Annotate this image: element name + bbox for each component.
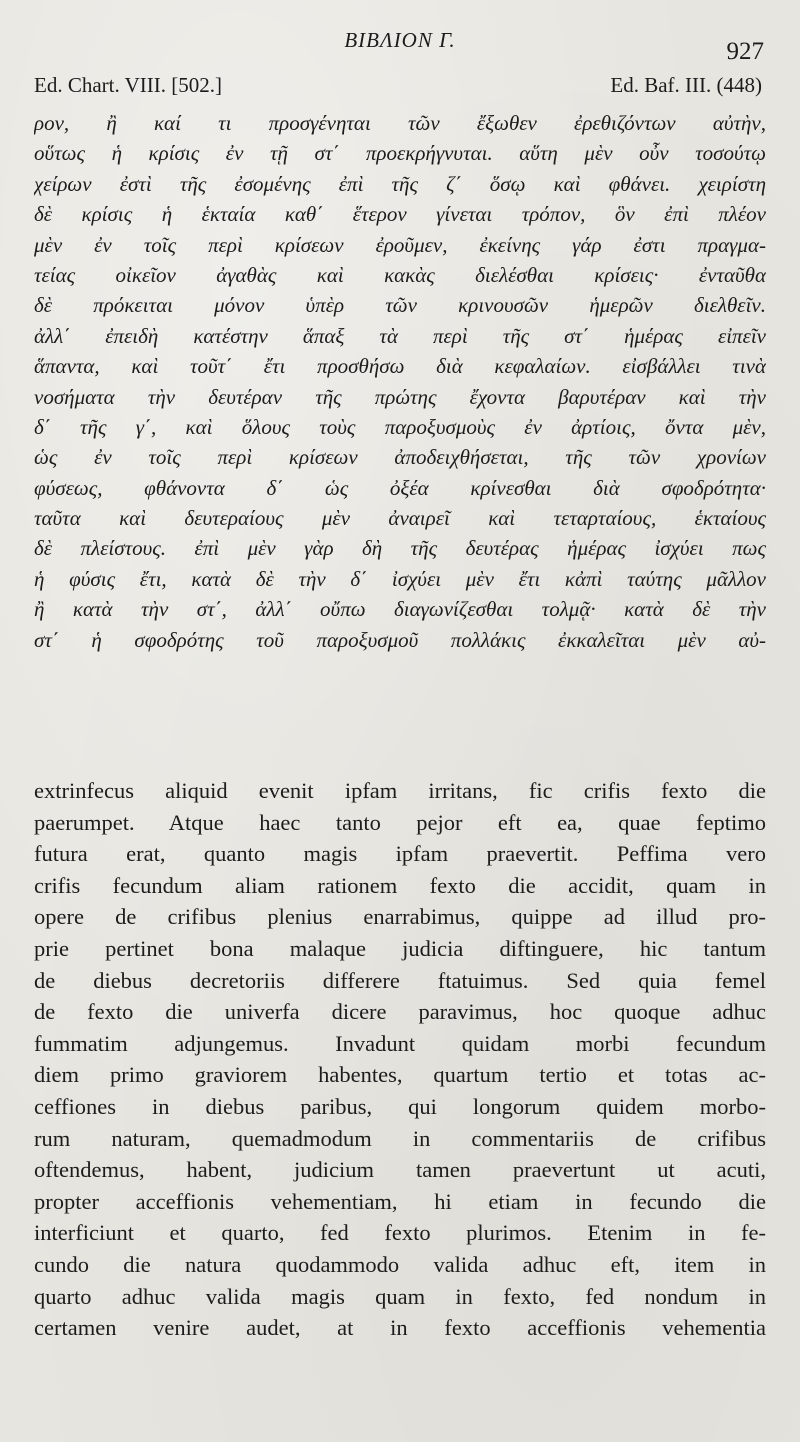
latin-line: certamen venire audet, at in fexto acceffionis vehementia: [34, 1315, 766, 1341]
greek-line: δὲ κρίσις ἡ ἑκταία καθ΄ ἕτερον γίνεται τρόπον, ὃν ἐπὶ πλέον: [34, 202, 766, 227]
greek-line: φύσεως, φθάνοντα δ΄ ὡς ὀξέα κρίνεσθαι διὰ σφοδρότητα·: [34, 475, 766, 500]
page-number: 927: [726, 38, 764, 65]
latin-line: quarto adhuc valida magis quam in fexto, fed nondum in: [34, 1283, 766, 1309]
latin-line: ceffiones in diebus paribus, qui longorum quidem morbo-: [34, 1093, 766, 1119]
latin-line: cundo die natura quodammodo valida adhuc eft, item in: [34, 1251, 766, 1277]
greek-line: ρον, ἢ καί τι προσγένηται τῶν ἔξωθεν ἐρεθιζόντων αὐτὴν,: [34, 111, 766, 135]
latin-text-block: [34, 775, 766, 1344]
running-title: ΒΙΒΛΙΟΝ Γ.: [344, 28, 456, 52]
edition-reference-line: [34, 73, 762, 98]
latin-line: de fexto die univerfa dicere paravimus, hoc quoque adhuc: [34, 999, 766, 1025]
greek-text-block: [34, 108, 766, 655]
edition-reference-left: Ed. Chart. VIII. [502.]: [34, 73, 222, 97]
latin-line: interficiunt et quarto, fed fexto plurimos. Etenim in fe-: [34, 1220, 766, 1246]
latin-line: oftendemus, habent, judicium tamen praevertunt ut acuti,: [34, 1157, 766, 1183]
latin-line: futura erat, quanto magis ipfam praevertit. Peffima vero: [34, 841, 766, 867]
edition-reference-right: Ed. Baf. III. (448): [610, 73, 762, 97]
latin-line: prie pertinet bona malaque judicia diftinguere, hic tantum: [34, 935, 766, 961]
greek-line: δ΄ τῆς γ΄, καὶ ὅλους τοὺς παροξυσμοὺς ἐν ἀρτίοις, ὄντα μὲν,: [34, 414, 766, 439]
greek-line: νοσήματα τὴν δευτέραν τῆς πρώτης ἔχοντα βαρυτέραν καὶ τὴν: [34, 384, 766, 409]
greek-line: μὲν ἐν τοῖς περὶ κρίσεων ἐροῦμεν, ἐκείνης γάρ ἐστι πραγμα-: [34, 232, 766, 257]
latin-line: propter acceffionis vehementiam, hi etiam in fecundo die: [34, 1188, 766, 1214]
greek-line: ἅπαντα, καὶ τοῦτ΄ ἔτι προσθήσω διὰ κεφαλαίων. εἰσβάλλει τινὰ: [34, 354, 766, 379]
greek-line: οὕτως ἡ κρίσις ἐν τῇ στ΄ προεκρήγνυται. αὕτη μὲν οὖν τοσούτῳ: [34, 141, 766, 166]
greek-line: ταῦτα καὶ δευτεραίους μὲν ἀναιρεῖ καὶ τεταρταίους, ἑκταίους: [34, 506, 766, 531]
latin-line: crifis fecundum aliam rationem fexto die accidit, quam in: [34, 872, 766, 898]
latin-line: opere de crifibus plenius enarrabimus, quippe ad illud pro-: [34, 904, 766, 930]
greek-line: στ΄ ἡ σφοδρότης τοῦ παροξυσμοῦ πολλάκις ἐκκαλεῖται μὲν αὐ-: [34, 627, 766, 652]
greek-line: ἀλλ΄ ἐπειδὴ κατέστην ἅπαξ τὰ περὶ τῆς στ΄ ἡμέρας εἰπεῖν: [34, 323, 766, 348]
greek-line: χείρων ἐστὶ τῆς ἐσομένης ἐπὶ τῆς ζ΄ ὅσῳ καὶ φθάνει. χειρίστη: [34, 171, 766, 196]
greek-line: δὲ πλείστους. ἐπὶ μὲν γὰρ δὴ τῆς δευτέρας ἡμέρας ἰσχύει πως: [34, 536, 766, 561]
greek-line: δὲ πρόκειται μόνον ὑπὲρ τῶν κρινουσῶν ἡμερῶν διελθεῖν.: [34, 293, 766, 318]
latin-line: extrinfecus aliquid evenit ipfam irritans, fic crifis fexto die: [34, 778, 766, 803]
latin-line: fummatim adjungemus. Invadunt quidam morbi fecundum: [34, 1030, 766, 1056]
latin-line: paerumpet. Atque haec tanto pejor eft ea, quae feptimo: [34, 809, 766, 835]
latin-line: rum naturam, quemadmodum in commentariis de crifibus: [34, 1125, 766, 1151]
latin-line: diem primo graviorem habentes, quartum tertio et totas ac-: [34, 1062, 766, 1088]
latin-line: de diebus decretoriis differere ftatuimus. Sed quia femel: [34, 967, 766, 993]
greek-line: ἡ φύσις ἔτι, κατὰ δὲ τὴν δ΄ ἰσχύει μὲν ἔτι κἀπὶ ταύτης μᾶλλον: [34, 566, 766, 591]
greek-line: ἢ κατὰ τὴν στ΄, ἀλλ΄ οὔπω διαγωνίζεσθαι τολμᾷ· κατὰ δὲ τὴν: [34, 597, 766, 622]
greek-line: τείας οἰκεῖον ἀγαθὰς καὶ κακὰς διελέσθαι κρίσεις· ἐνταῦθα: [34, 262, 766, 287]
greek-line: ὡς ἐν τοῖς περὶ κρίσεων ἀποδειχθήσεται, τῆς τῶν χρονίων: [34, 445, 766, 470]
